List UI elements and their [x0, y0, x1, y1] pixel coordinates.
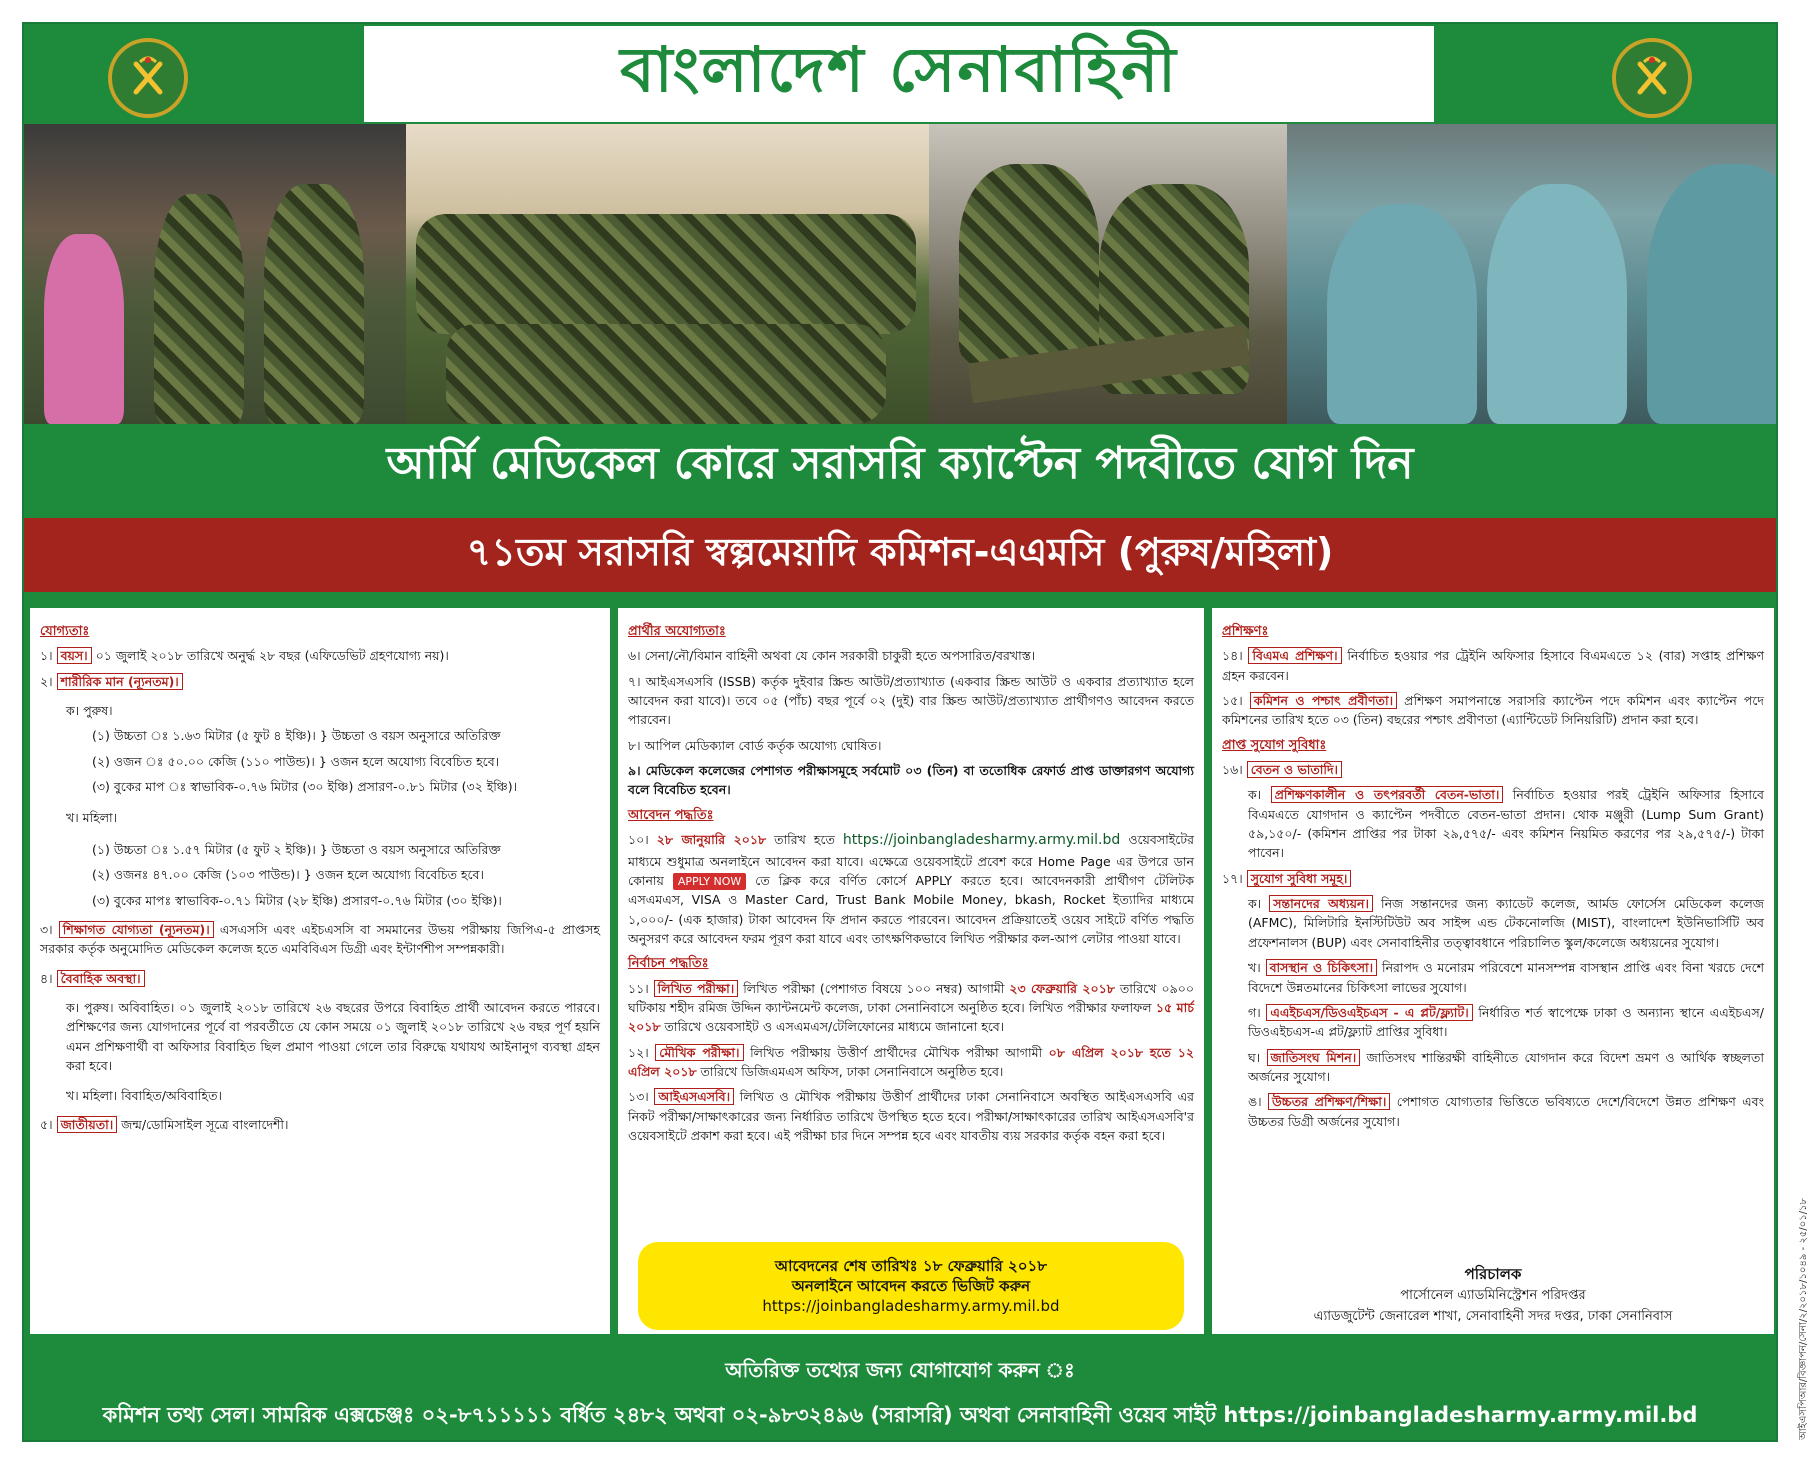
list-item: ৯। মেডিকেল কলেজের পেশাগত পরীক্ষাসমূহে সর্বমোট ০৩ (তিন) বা ততোধিক রেফার্ড প্রাপ্ত ডাক্তারগণ অযোগ্য বলে বিবেচিত হবেন।: [628, 763, 1194, 798]
recruitment-advertisement: [22, 22, 1778, 1442]
list-item: ৪। বৈবাহিক অবস্থা।: [40, 969, 600, 988]
section-heading: প্রশিক্ষণঃ: [1222, 624, 1269, 639]
photo-strip: [24, 124, 1776, 424]
page-title: বাংলাদেশ সেনাবাহিনী: [620, 32, 1178, 106]
photo-group-officers: [406, 124, 929, 424]
deadline-visit: অনলাইনে আবেদন করতে ভিজিট করুন: [791, 1276, 1031, 1295]
list-item: ঘ। জাতিসংঘ মিশন। জাতিসংঘ শান্তিরক্ষী বাহিনীতে যোগদান করে বিদেশ ভ্রমণ ও আর্থিক স্বচ্ছলতা অর্জনের সুযোগ।: [1248, 1049, 1764, 1085]
photo-field-medics: [929, 124, 1287, 424]
list-item: ৮। আপিল মেডিক্যাল বোর্ড কর্তৃক অযোগ্য ঘোষিত।: [628, 737, 882, 753]
section-heading: আবেদন পদ্ধতিঃ: [628, 807, 714, 823]
list-item: ১৫। কমিশন ও পশ্চাৎ প্রবীণতা। প্রশিক্ষণ সমাপনান্তে সরাসরি ক্যাপ্টেন পদে কমিশন এবং ক্যাপ্টেন পদে কমিশনের তারিখ হতে ০৩ (তিন) বছরের পশ্চাৎ প্রবীণতা (এ্যান্টিডেট সিনিয়রিটি) প্রদান করা হবে।: [1222, 692, 1765, 728]
list-item: (১) উচ্চতা ঃ ১.৬৩ মিটার (৫ ফুট ৪ ইঞ্চি)। } উচ্চতা ও বয়স অনুসারে অতিরিক্ত: [92, 728, 501, 744]
contact-footer: [24, 1342, 1776, 1442]
content-area: [24, 600, 1776, 1342]
deadline-box: [638, 1242, 1184, 1330]
signer-dept: পার্সোনেল এ্যাডমিনিস্ট্রেশন পরিদপ্তর: [1400, 1288, 1586, 1304]
list-item: (৩) বুকের মাপ ঃ স্বাভাবিক-০.৭৬ মিটার (৩০ ইঞ্চি) প্রসারণ-০.৮১ মিটার (৩২ ইঞ্চি)।: [92, 779, 518, 795]
sub-label: ক। পুরুষ।: [66, 702, 113, 718]
list-item: ৭। আইএসএসবি (ISSB) কর্তৃক দুইবার স্ক্রিন্ড আউট/প্রত্যাখ্যাত (একবার স্ক্রিন্ড আউট ও একবার প্রত্যাখ্যাত হলে আবেদন করা যাবে)। তবে ০৫ (পাঁচ) বছর পূর্বে ০২ (দুই) বার স্ক্রিন্ড আউট/প্রত্যাখ্যাত প্রার্থীগণও আবেদন করতে পারবেন।: [628, 673, 1194, 728]
army-emblem-icon: [108, 38, 188, 118]
publication-code: আইএসপিআর/বিজ্ঞাপন/সেনা/২/২০১৮/১০৪৯ - ২৫/০১/১৮: [1798, 1197, 1809, 1440]
section-heading: নির্বাচন পদ্ধতিঃ: [628, 956, 709, 972]
list-item: (২) ওজনঃ ৪৭.০০ কেজি (১০৩ পাউন্ড)। } ওজন হলে অযোগ্য বিবেচিত হবে।: [92, 867, 484, 883]
list-item: ১৬। বেতন ও ভাতাদি।: [1222, 760, 1764, 779]
subtitle-band: [24, 424, 1776, 508]
section-heading: যোগ্যতাঃ: [40, 624, 90, 639]
signer-branch: এ্যাডজুটেন্ট জেনারেল শাখা, সেনাবাহিনী সদর দপ্তর, ঢাকা সেনানিবাস: [1313, 1309, 1673, 1325]
deadline-date: আবেদনের শেষ তারিখঃ ১৮ ফেব্রুয়ারি ২০১৮: [774, 1256, 1047, 1275]
website-link[interactable]: https://joinbangladesharmy.army.mil.bd: [842, 831, 1121, 848]
list-item: ৬। সেনা/নৌ/বিমান বাহিনী অথবা যে কোন সরকারী চাকুরী হতে অপসারিত/বরখাস্ত।: [628, 648, 1036, 664]
list-item: ক। পুরুষ। অবিবাহিত। ০১ জুলাই ২০১৮ তারিখে ২৬ বছরের উপরে বিবাহিত প্রার্থী আবেদন করতে পারবে। প্রশিক্ষণের জন্য যোগদানের পূর্বে বা পরবর্তীতে যে কোন সময়ে ০১ জুলাই ২০১৮ তারিখে ২৬ বছর পূর্ণ হয়নি এমন প্রশিক্ষণার্থী বা অফিসার বিবাহিত ছিল প্রমাণ পাওয়া গেলে তার বিরুদ্ধে যথাযথ আইনানুগ ব্যবস্থা গ্রহন করা হবে।: [66, 1000, 600, 1074]
list-item: ১২। মৌখিক পরীক্ষা। লিখিত পরীক্ষায় উত্তীর্ণ প্রার্থীদের মৌখিক পরীক্ষা আগামী ০৮ এপ্রিল ২০১৮ হতে ১২ এপ্রিল ২০১৮ তারিখে ডিজিএমএস অফিস, ঢাকা সেনানিবাসে অনুষ্ঠিত হবে।: [628, 1044, 1195, 1080]
contact-heading: অতিরিক্ত তথ্যের জন্য যোগাযোগ করুন ঃ: [725, 1358, 1075, 1382]
application-column: [618, 608, 1204, 1334]
list-item: ক। প্রশিক্ষণকালীন ও তৎপরবর্তী বেতন-ভাতা। নির্বাচিত হওয়ার পরই ট্রেইনি অফিসার হিসাবে বিএমএতে যোগদান ও ক্যাপ্টেন পদবীতে বেতন-ভাতা প্রদান। থোক মঞ্জুরী (Lump Sum Grant) ৫৯,১৫০/- (কমিশন প্রাপ্তির পর টাকা ২৯,৫৭৫/- এবং কমিশন নিয়মিত করণের পর ২৯,৫৭৫/-) টাকা পাবেন।: [1248, 787, 1764, 861]
subtitle: আর্মি মেডিকেল কোরে সরাসরি ক্যাপ্টেন পদবীতে যোগ দিন: [386, 437, 1414, 489]
list-item: ঙ। উচ্চতর প্রশিক্ষণ/শিক্ষা। পেশাগত যোগ্যতার ভিত্তিতে ভবিষ্যতে দেশে/বিদেশে উন্নত প্রশিক্ষণ এবং উচ্চতর ডিগ্রী অর্জনের সুযোগ।: [1248, 1094, 1764, 1129]
list-item: গ। এএইচএস/ডিওএইচএস - এ প্লট/ফ্ল্যাট। নির্ধারিত শর্ত স্বাপেক্ষে ঢাকা ও অন্যান্য স্থানে এএইচএস/ডিওএইচএস-এ প্লট/ফ্ল্যাট প্রাপ্তির সুবিধা।: [1248, 1004, 1764, 1040]
section-heading: প্রার্থীর অযোগ্যতাঃ: [628, 624, 726, 639]
list-item: খ। মহিলা। বিবাহিত/অবিবাহিত।: [66, 1087, 222, 1103]
deadline-url[interactable]: https://joinbangladesharmy.army.mil.bd: [762, 1297, 1060, 1316]
list-item: ১০। ২৮ জানুয়ারি ২০১৮ তারিখ হতে https://joinbangladesharmy.army.mil.bd ওয়েবসাইটের মাধ্যমে শুধুমাত্র অনলাইনে আবেদন করা যাবে। এক্ষেত্রে ওয়েবসাইটে প্রবেশ করে Home Page এর উপরে ডান কোনায় APPLY NOW তে ক্লিক করে বর্ণিত কোর্সে APPLY করতে হবে। আবেদনকারী প্রার্থীগণ টেলিটক এসএমএস, VISA ও Master Card, Trust Bank Mobile Money, bkash, Rocket ইত্যাদির মাধ্যমে ১,০০০/- (এক হাজার) টাকা আবেদন ফি প্রদান করতে পারবেন। আবেদন প্রক্রিয়াতেই ওয়েব সাইটে বর্ণিত পদ্ধতি অনুসরণ করে আবেদন ফরম পূরণ করা যাবে এবং তাৎক্ষণিকভাবে লিখিত পরীক্ষার কল-আপ লেটার পাওয়া যাবে।: [628, 831, 1194, 947]
section-heading: প্রাপ্ত সুযোগ সুবিধাঃ: [1222, 737, 1327, 753]
signatory-block: [1212, 1262, 1774, 1328]
list-item: ৫। জাতীয়তা। জন্ম/ডোমিসাইল সূত্রে বাংলাদেশী।: [40, 1116, 289, 1132]
list-item: (২) ওজন ঃ ৫০.০০ কেজি (১১০ পাউন্ড)। } ওজন হলে অযোগ্য বিবেচিত হবে।: [92, 753, 500, 769]
list-item: ১৩। আইএসএসবি। লিখিত ও মৌখিক পরীক্ষায় উত্তীর্ণ প্রার্থীদের ঢাকা সেনানিবাসে অবস্থিত আইএসএসবি এর নিকট পরীক্ষা/সাক্ষাৎকারের জন্য নির্ধারিত তারিখে উপস্থিত হতে হবে। পরীক্ষা/সাক্ষাৎকারের তারিখ আইএসএসবি'র ওয়েবসাইটে প্রকাশ করা হবে। এই পরীক্ষা চার দিনে সম্পন্ন হবে এবং যাবতীয় ব্যয় সরকার কর্তৃক বহন করা হবে।: [628, 1089, 1194, 1144]
eligibility-column: [30, 608, 610, 1334]
contact-details: কমিশন তথ্য সেল। সামরিক এক্সচেঞ্জঃ ০২-৮৭১১১১১ বর্ধিত ২৪৮২ অথবা ০২-৯৮৩২৪৯৬ (সরাসরি) অথবা সেনাবাহিনী ওয়েব সাইট https://joinbangladesharmy.army.mil.bd: [102, 1403, 1698, 1427]
army-emblem-icon: [1612, 38, 1692, 118]
list-item: ৩। শিক্ষাগত যোগ্যতা (ন্যূনতম)। এসএসসি এবং এইচএসসি বা সমমানের উভয় পরীক্ষায় জিপিএ-৫ প্রাপ্তসহ সরকার কর্তৃক অনুমোদিত মেডিকেল কলেজ হতে এমবিবিএস ডিগ্রী এবং ইন্টার্ণশীপ সম্পন্নকারী।: [40, 921, 601, 957]
photo-pinning-ceremony: [24, 124, 406, 424]
list-item: (৩) বুকের মাপঃ স্বাভাবিক-০.৭১ মিটার (২৮ ইঞ্চি) প্রসারণ-০.৭৬ মিটার (৩০ ইঞ্চি)।: [92, 892, 502, 908]
photo-surgery: [1287, 124, 1776, 424]
list-item: খ। বাসস্থান ও চিকিৎসা। নিরাপদ ও মনোরম পরিবেশে মানসম্পন্ন বাসস্থান প্রাপ্তি এবং বিনা খরচে দেশে বিদেশে উন্নতমানের চিকিৎসা লাভের সুযোগ।: [1248, 960, 1764, 995]
training-benefits-column: [1212, 608, 1774, 1334]
list-item: (১) উচ্চতা ঃ ১.৫৭ মিটার (৫ ফুট ২ ইঞ্চি)। } উচ্চতা ও বয়স অনুসারে অতিরিক্ত: [92, 841, 501, 857]
apply-now-button[interactable]: APPLY NOW: [673, 873, 746, 890]
sub-label: খ। মহিলা।: [66, 810, 118, 826]
commission-band: [24, 508, 1776, 600]
signer-title: পরিচালক: [1464, 1265, 1522, 1284]
list-item: ক। সন্তানদের অধ্যয়ন। নিজ সন্তানদের জন্য ক্যাডেট কলেজ, আর্মড ফোর্সেস মেডিকেল কলেজ (AFMC), মিলিটারি ইনস্টিটিউট অব সাইন্স এন্ড টেকনোলজি (MIST), বাংলাদেশ ইউনিভার্সিটি অব প্রফেশনালস (BUP) এবং সেনাবাহিনীর তত্ত্বাবধানে পরিচালিত স্কুল/কলেজে অধ্যয়নের সুযোগ।: [1248, 896, 1764, 950]
commission-box: [24, 518, 1776, 592]
header-bar: [24, 24, 1776, 124]
list-item: ১১। লিখিত পরীক্ষা। লিখিত পরীক্ষা (পেশাগত বিষয়ে ১০০ নম্বর) আগামী ২৩ ফেব্রুয়ারি ২০১৮ তারিখে ০৯০০ ঘটিকায় শহীদ রমিজ উদ্দিন ক্যান্টনমেন্ট কলেজ, ঢাকা সেনানিবাসে অনুষ্ঠিত হবে। লিখিত পরীক্ষার ফলাফল ১৫ মার্চ ২০১৮ তারিখে ওয়েবসাইট ও এসএমএস/টেলিফোনের মাধ্যমে জানানো হবে।: [628, 980, 1194, 1035]
commission-title: ৭১তম সরাসরি স্বল্পমেয়াদি কমিশন-এএমসি (পুরুষ/মহিলা): [466, 530, 1334, 574]
list-item: ১। বয়স। ০১ জুলাই ২০১৮ তারিখে অনুর্দ্ধ ২৮ বছর (এফিডেভিট গ্রহণযোগ্য নয়)।: [40, 648, 449, 664]
list-item: ১৪। বিএমএ প্রশিক্ষণ। নির্বাচিত হওয়ার পর ট্রেইনি অফিসার হিসাবে বিএমএতে ১২ (বার) সপ্তাহ প্রশিক্ষণ গ্রহন করবেন।: [1222, 648, 1765, 683]
list-item: ১৭। সুযোগ সুবিধা সমূহ।: [1222, 869, 1764, 888]
list-item: ২। শারীরিক মান (ন্যূনতম)।: [40, 672, 600, 691]
title-box: [364, 26, 1434, 122]
